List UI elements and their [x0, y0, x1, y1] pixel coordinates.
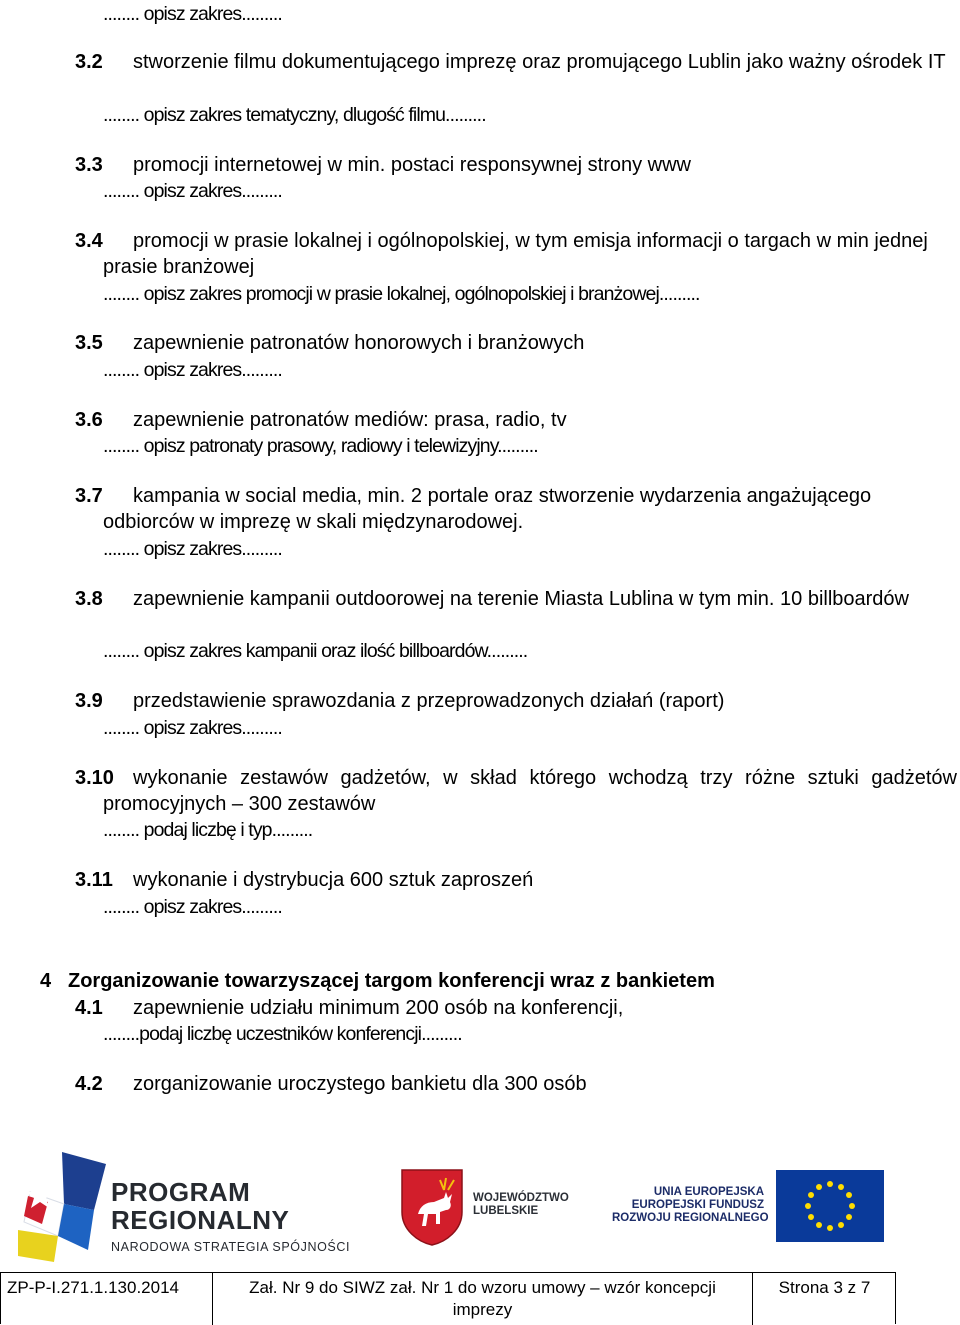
item-number-3-11: 3.11	[75, 869, 113, 891]
item-text-3-8: zapewnienie kampanii outdoorowej na terenie Miasta Lublina w tym min. 10 billboardów	[133, 588, 909, 610]
item-hint-3-3: ........ opisz zakres.........	[103, 180, 282, 202]
eu-line-3: ROZWOJU REGIONALNEGO	[612, 1212, 769, 1224]
item-hint-3-11: ........ opisz zakres.........	[103, 896, 282, 918]
item-text-3-5: zapewnienie patronatów honorowych i branżowych	[133, 332, 585, 354]
item-text-3-10: wykonanie zestawów gadżetów, w skład którego wchodzą trzy różne sztuki gadżetów promocyjnych – 300 zestawów	[103, 767, 957, 815]
item-number-3-6: 3.6	[75, 409, 103, 431]
item-number-3-4: 3.4	[75, 230, 103, 252]
item-text-3-6: zapewnienie patronatów mediów: prasa, radio, tv	[133, 409, 567, 431]
item-number-4-1: 4.1	[75, 997, 103, 1019]
item-number-3-7: 3.7	[75, 485, 103, 507]
item-text-3-9: przedstawienie sprawozdania z przeprowadzonych działań (raport)	[133, 690, 725, 712]
item-number-3-10: 3.10	[75, 767, 114, 789]
footer-reference: ZP-P-I.271.1.130.2014	[1, 1273, 213, 1325]
program-regionalny-logo-icon	[18, 1152, 108, 1262]
program-line-2: REGIONALNY	[111, 1205, 290, 1235]
program-line-1: PROGRAM	[111, 1177, 251, 1207]
lubelskie-crest-icon	[400, 1168, 464, 1246]
item-text-4-1: zapewnienie udziału minimum 200 osób na konferencji,	[133, 997, 624, 1019]
item-hint-3-2: ........ opisz zakres tematyczny, dlugość filmu.........	[103, 104, 486, 126]
item-number-3-5: 3.5	[75, 332, 103, 354]
section-4-title: Zorganizowanie towarzyszącej targom konferencji wraz z bankietem	[68, 970, 715, 992]
item-text-4-2: zorganizowanie uroczystego bankietu dla 300 osób	[133, 1073, 587, 1095]
item-text-3-2: stworzenie filmu dokumentującego imprezę oraz promującego Lublin jako ważny ośrodek IT	[133, 51, 946, 73]
hint-top: ........ opisz zakres.........	[103, 3, 282, 25]
item-hint-3-5: ........ opisz zakres.........	[103, 359, 282, 381]
item-number-3-9: 3.9	[75, 690, 103, 712]
eu-flag-icon	[776, 1170, 884, 1242]
item-hint-3-8: ........ opisz zakres kampanii oraz ilość billboardów.........	[103, 640, 528, 662]
item-text-3-4: promocji w prasie lokalnej i ogólnopolskiej, w tym emisja informacji o targach w min jednej prasie branżowej	[103, 230, 928, 278]
item-number-3-2: 3.2	[75, 51, 103, 73]
eu-line-2: EUROPEJSKI FUNDUSZ	[631, 1199, 764, 1211]
item-hint-4-1: ........podaj liczbę uczestników konferencji.........	[103, 1023, 462, 1045]
woj-line-1: WOJEWÓDZTWO	[473, 1192, 569, 1204]
item-hint-3-4: ........ opisz zakres promocji w prasie lokalnej, ogólnopolskiej i branżowej.........	[103, 283, 700, 305]
item-number-3-3: 3.3	[75, 154, 103, 176]
woj-line-2: LUBELSKIE	[473, 1205, 539, 1217]
item-text-3-11: wykonanie i dystrybucja 600 sztuk zaproszeń	[133, 869, 534, 891]
program-subtitle: NARODOWA STRATEGIA SPÓJNOŚCI	[111, 1240, 351, 1254]
item-number-4-2: 4.2	[75, 1073, 103, 1095]
item-text-3-7: kampania w social media, min. 2 portale oraz stworzenie wydarzenia angażującego odbiorców w imprezę w skali międzynarodowej.	[103, 485, 872, 533]
item-hint-3-9: ........ opisz zakres.........	[103, 717, 282, 739]
item-hint-3-6: ........ opisz patronaty prasowy, radiowy i telewizyjny.........	[103, 435, 538, 457]
wojewodztwo-text	[473, 1192, 569, 1218]
item-number-3-8: 3.8	[75, 588, 103, 610]
section-4-heading	[40, 969, 715, 994]
footer-page-number: Strona 3 z 7	[778, 1278, 871, 1297]
item-text-3-3: promocji internetowej w min. postaci responsywnej strony www	[133, 154, 691, 176]
item-hint-3-10: ........ podaj liczbę i typ.........	[103, 819, 313, 841]
footer-table	[0, 1272, 896, 1324]
eu-line-1: UNIA EUROPEJSKA	[653, 1186, 764, 1198]
section-4-number: 4	[40, 970, 52, 992]
item-hint-3-7: ........ opisz zakres.........	[103, 538, 282, 560]
footer-title: Zał. Nr 9 do SIWZ zał. Nr 1 do wzoru umowy – wzór koncepcji imprezy	[213, 1273, 753, 1325]
logo-bar	[0, 1140, 960, 1265]
eu-text	[612, 1186, 769, 1225]
program-regionalny-text	[111, 1178, 350, 1254]
